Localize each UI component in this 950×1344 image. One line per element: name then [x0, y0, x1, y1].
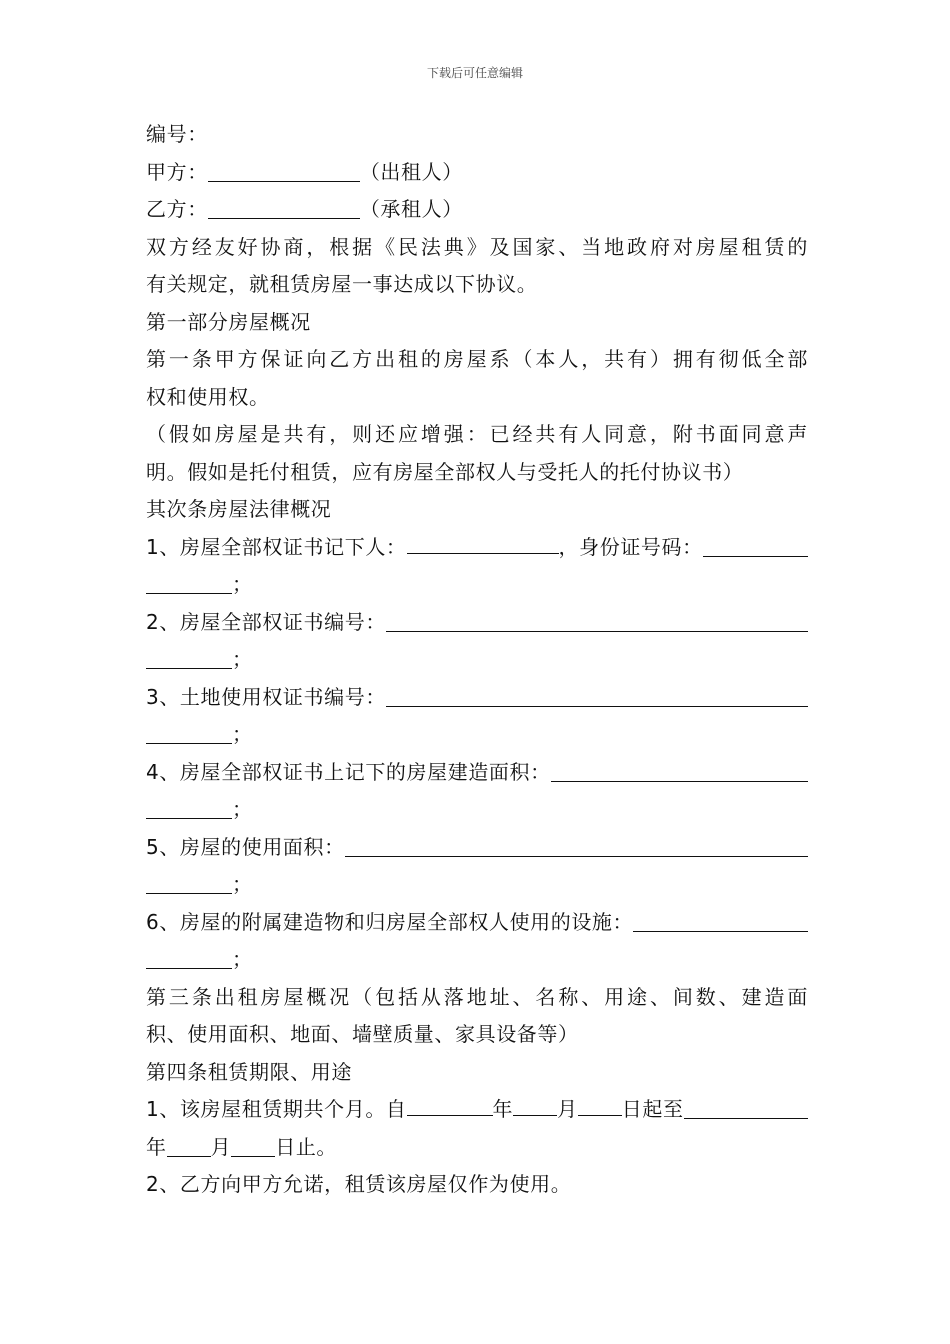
item-5-semicolon: ；	[232, 872, 253, 896]
item-6-line	[146, 904, 808, 942]
contract-number-line	[146, 116, 808, 154]
id-number-blank-continued[interactable]	[146, 571, 232, 594]
intro-paragraph-line-2: 有关规定，就租赁房屋一事达成以下协议。	[146, 272, 538, 296]
item-2-line	[146, 604, 808, 642]
item-4-semicolon: ；	[232, 797, 253, 821]
item-4-line	[146, 754, 808, 792]
contract-number-label: 编号：	[146, 122, 208, 146]
party-b-label: 乙方：	[146, 197, 208, 221]
item-2-continuation	[146, 641, 808, 679]
item-2-label: 2、房屋全部权证书编号：	[146, 609, 386, 634]
land-certificate-number-blank[interactable]	[386, 684, 808, 707]
end-year-blank[interactable]	[684, 1096, 808, 1119]
end-month-unit: 月	[210, 1134, 232, 1159]
party-b-line	[146, 191, 808, 229]
item-5-continuation	[146, 866, 808, 904]
start-month-unit: 月	[557, 1097, 578, 1121]
item-1-continuation	[146, 566, 808, 604]
item-4-continuation	[146, 791, 808, 829]
item-3-line	[146, 679, 808, 717]
item-6-label: 6、房屋的附属建造物和归房屋全部权人使用的设施：	[146, 909, 634, 934]
facilities-blank[interactable]	[633, 909, 808, 932]
end-day-blank[interactable]	[231, 1134, 275, 1157]
start-year-unit: 年	[492, 1097, 514, 1121]
land-certificate-blank-continued[interactable]	[146, 721, 232, 744]
usable-area-blank-continued[interactable]	[146, 871, 232, 894]
start-day-blank[interactable]	[578, 1093, 622, 1116]
item-3-continuation	[146, 716, 808, 754]
article-one-line-2: 权和使用权。	[146, 384, 270, 409]
end-year-unit: 年	[146, 1134, 167, 1159]
item-4-label: 4、房屋全部权证书上记下的房屋建造面积：	[146, 759, 551, 784]
facilities-blank-continued[interactable]	[146, 946, 232, 969]
lease-term-line	[146, 1091, 808, 1129]
article-one-line-1: 第一条甲方保证向乙方出租的房屋系（本人，共有）拥有彻低全部	[146, 347, 808, 371]
party-a-label: 甲方：	[146, 159, 208, 184]
page-header-note: 下载后可任意编辑	[426, 66, 523, 80]
part-one-heading: 第一部分房屋概况	[146, 309, 311, 334]
contract-body	[146, 116, 808, 1204]
end-day-label: 日止。	[275, 1134, 338, 1159]
item-6-continuation	[146, 941, 808, 979]
item-1-owner-label: 1、房屋全部权证书记下人：	[146, 534, 407, 559]
intro-paragraph-line-1: 双方经友好协商，根据《民法典》及国家、当地政府对房屋租赁的	[146, 234, 808, 259]
building-area-blank-continued[interactable]	[146, 796, 232, 819]
party-a-blank[interactable]	[208, 159, 360, 182]
use-commitment-line: 2、乙方向甲方允诺，租赁该房屋仅作为使用。	[146, 1172, 572, 1196]
article-three-line-2: 积、使用面积、地面、墙壁质量、家具设备等）	[146, 1022, 579, 1046]
article-three-line-1: 第三条出租房屋概况（包括从落地址、名称、用途、间数、建造面	[146, 984, 808, 1009]
lease-term-continuation	[146, 1129, 808, 1167]
owner-name-blank[interactable]	[407, 531, 559, 554]
co-ownership-note-line-2: 明。假如是托付租赁，应有房屋全部权人与受托人的托付协议书）	[146, 459, 744, 484]
item-6-semicolon: ；	[232, 947, 253, 971]
start-month-blank[interactable]	[513, 1093, 557, 1116]
usable-area-blank[interactable]	[345, 834, 808, 857]
party-b-role: （承租人）	[359, 197, 463, 221]
start-day-to-label: 日起至	[621, 1097, 684, 1121]
article-two-heading: 其次条房屋法律概况	[146, 497, 332, 521]
id-number-blank[interactable]	[703, 534, 808, 557]
item-5-line	[146, 829, 808, 867]
item-1-semicolon: ；	[232, 572, 253, 596]
property-certificate-blank-continued[interactable]	[146, 646, 232, 669]
party-b-blank[interactable]	[208, 196, 360, 219]
party-a-role: （出租人）	[359, 159, 463, 184]
start-year-blank[interactable]	[407, 1093, 493, 1116]
item-3-semicolon: ；	[232, 722, 253, 746]
party-a-line	[146, 154, 808, 192]
end-month-blank[interactable]	[167, 1134, 211, 1157]
item-5-label: 5、房屋的使用面积：	[146, 834, 345, 859]
lease-term-label: 1、该房屋租赁期共个月。自	[146, 1097, 407, 1121]
building-area-blank[interactable]	[551, 759, 808, 782]
item-1-line	[146, 529, 808, 567]
item-1-id-label: ，身份证号码：	[558, 534, 703, 559]
property-certificate-number-blank[interactable]	[386, 609, 808, 632]
article-four-heading: 第四条租赁期限、用途	[146, 1059, 352, 1084]
item-3-label: 3、土地使用权证书编号：	[146, 684, 386, 709]
co-ownership-note-line-1: （假如房屋是共有，则还应增强：已经共有人同意，附书面同意声	[146, 422, 808, 446]
item-2-semicolon: ；	[232, 647, 253, 671]
